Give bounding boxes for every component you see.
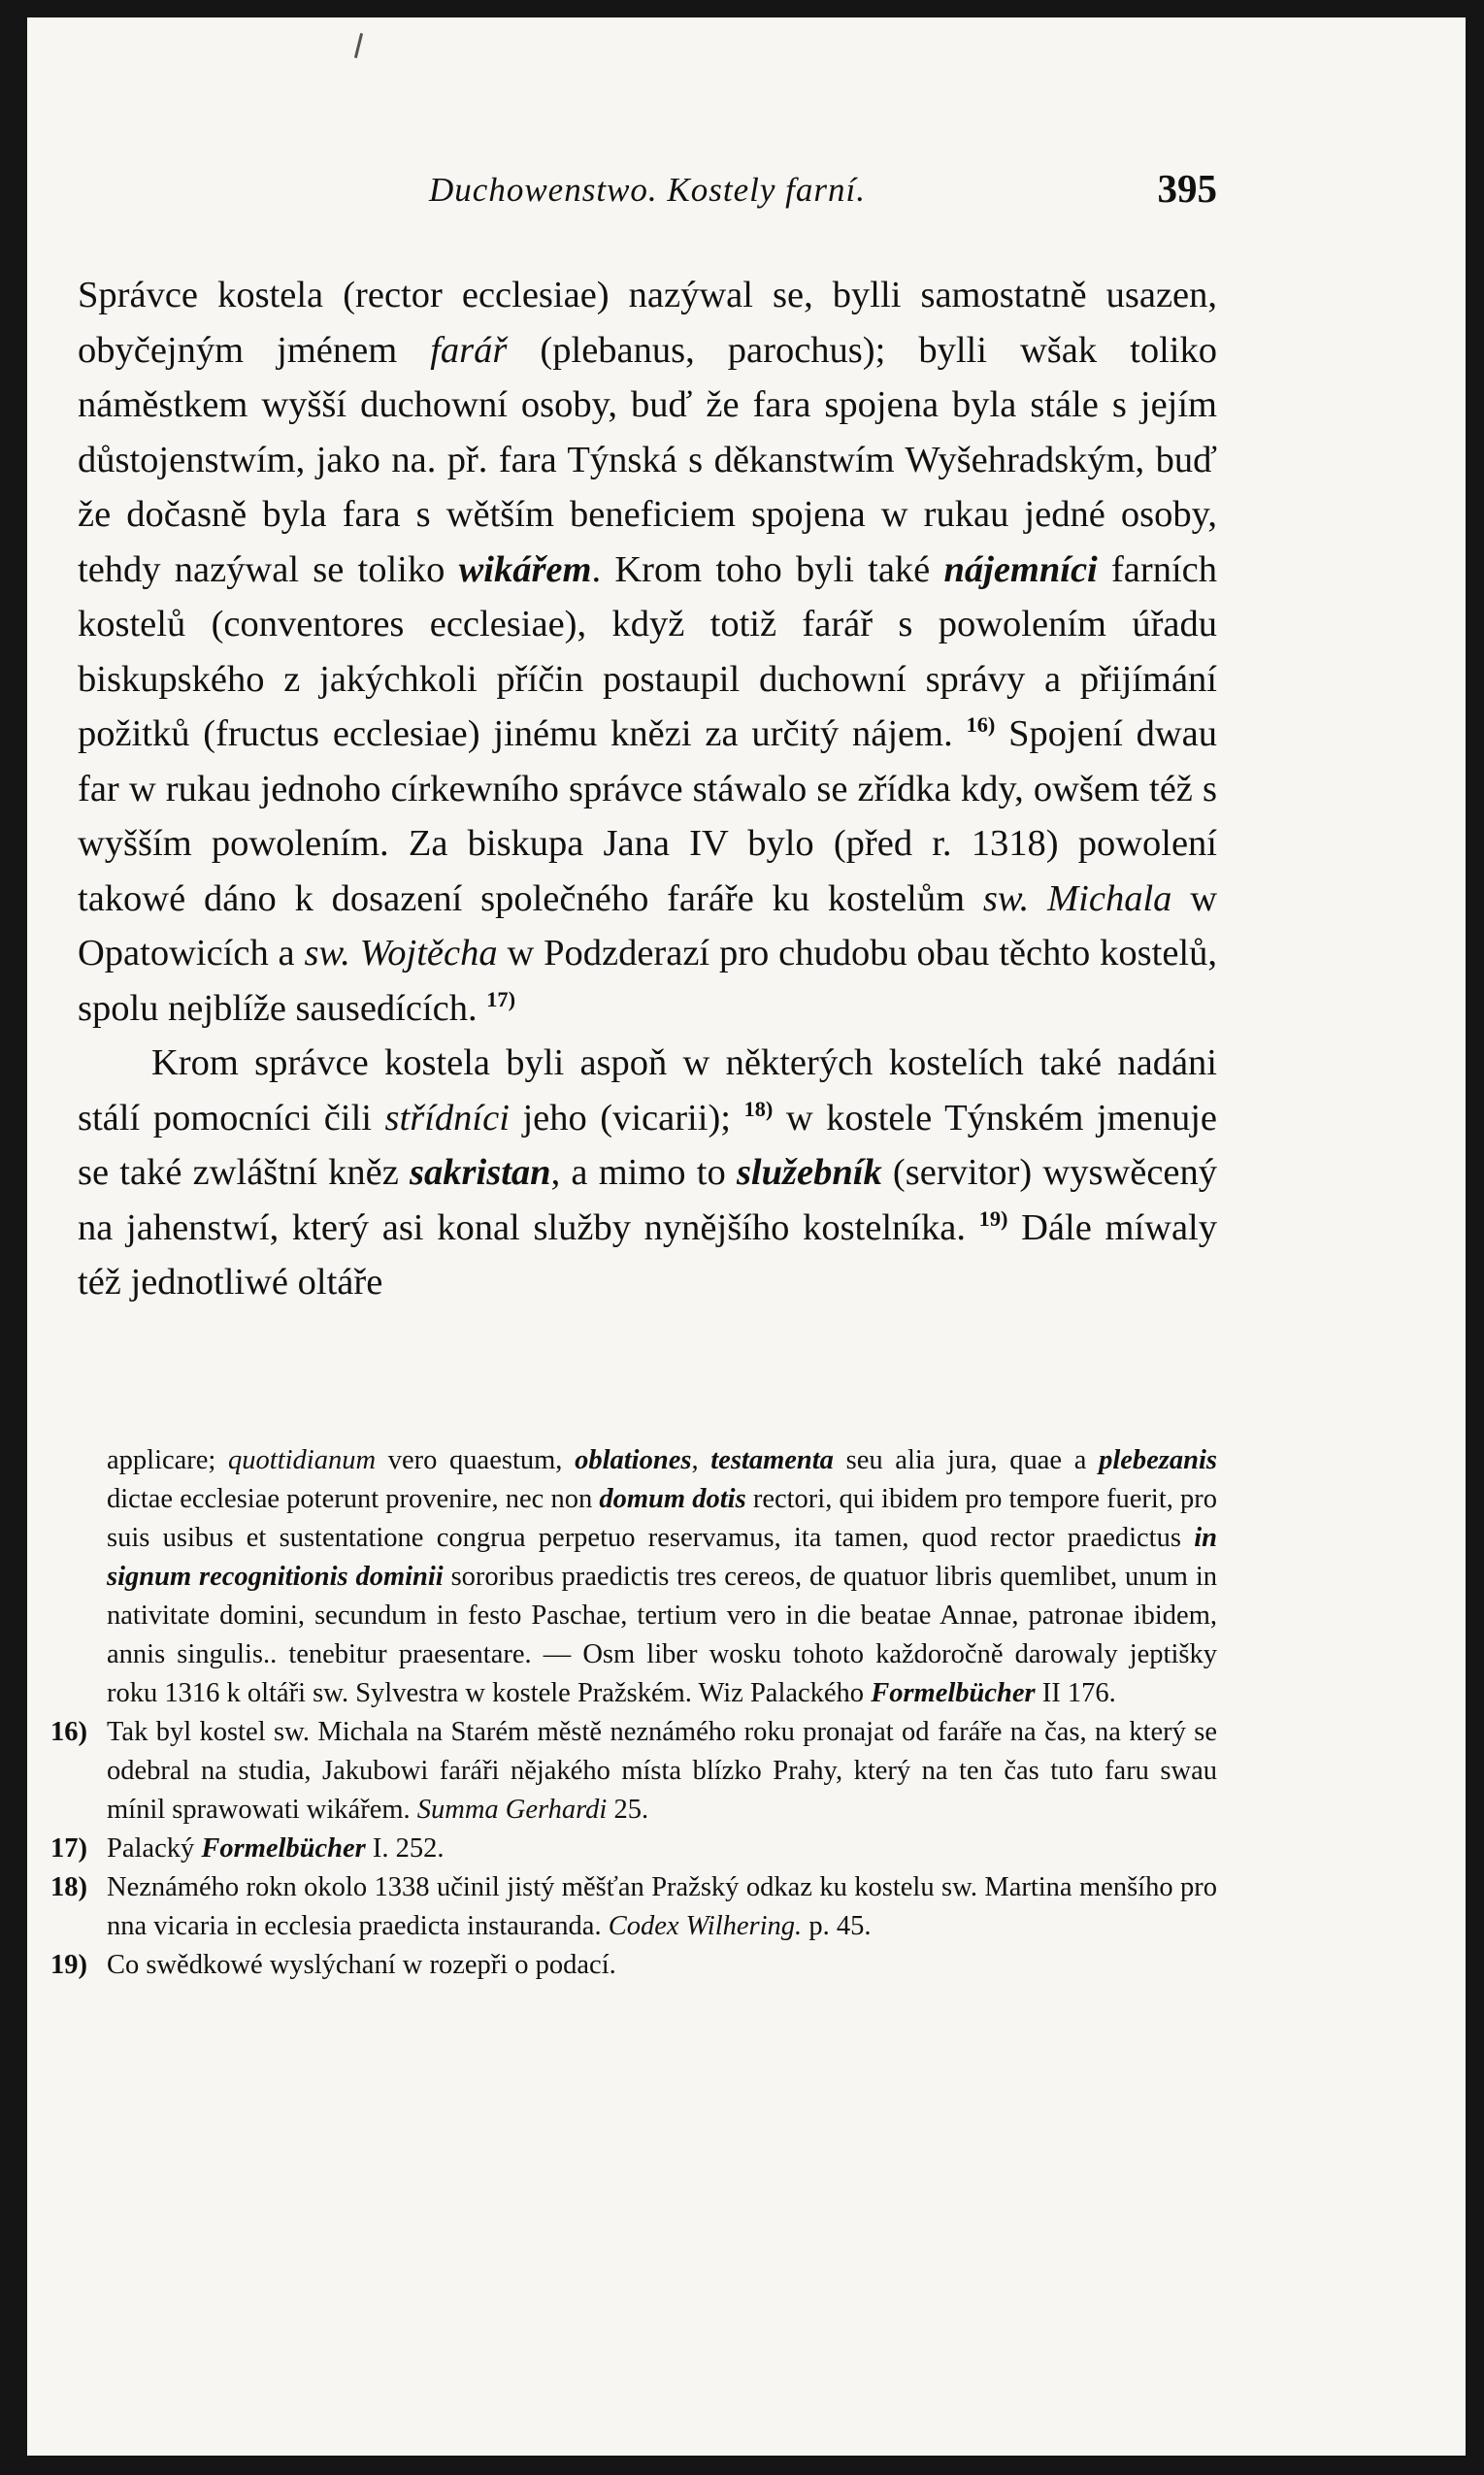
text-run: dictae ecclesiae poterunt provenire, nec non [107,1484,600,1514]
italic-text: sw. Michala [982,877,1172,919]
text-run: farních kostelů (conventores ecclesiae), když totiž farář s powolením úřadu biskupského z jakýchkoli příčin postaupil duchowní správy a přijímání požitků (fructus ecclesiae) jinému knězi za určitý nájem. [78,548,1217,754]
emphasis-text: sakristan [410,1152,551,1193]
footnote-17 [50,1830,1217,1868]
footnote-number: 17) [50,1833,87,1864]
italic-text: střídníci [384,1097,510,1138]
emphasis-text: nájemníci [943,548,1098,590]
text-run: Neznámého rokn okolo 1338 učinil jistý měšťan Pražský odkaz ku kostelu sw. Martina menšího pro nna vicaria in ecclesia praedicta instauranda. [107,1872,1217,1941]
footnote-reference: 18) [743,1096,774,1121]
footnote-19 [50,1946,1217,1985]
text-run: . Krom toho byli také [591,548,944,590]
text-run: , a mimo to [550,1152,737,1193]
emphasis-text: testamenta [710,1445,834,1475]
italic-text: farář [430,329,508,371]
text-run: vero quaestum, [376,1445,576,1475]
page-header [78,165,1217,223]
footnote-reference: 17) [486,986,516,1011]
emphasis-text: oblationes [575,1445,692,1475]
text-run: jeho (vicarii); [509,1097,744,1138]
text-run: II 176. [1035,1678,1116,1708]
footnote-number: 18) [50,1872,87,1902]
text-run: w Opatowicích a [78,877,1218,974]
text-run: (servitor) wyswěcený na jahenstwí, který asi konal služby nynějšího kostelníka. [78,1152,1218,1248]
text-run: w kostele Týnském jmenuje se také zwláštní kněz [78,1097,1217,1193]
text-run: Krom správce kostela byli aspoň w některých kostelích také nadáni stálí pomocníci čili [78,1042,1217,1138]
text-run: I. 252. [365,1833,445,1864]
footnote-continuation [107,1441,1217,1713]
text-run: rectori, qui ibidem pro tempore fuerit, pro suis usibus et sustentatione congrua perpetuo reservamus, ita tamen, quod rector praedictus [107,1484,1218,1553]
footnote-reference: 19) [978,1205,1008,1231]
italic-text: sw. Wojtěcha [304,933,498,974]
text-run: applicare; [107,1445,229,1475]
text-run: Dále míwaly též jednotliwé oltáře [78,1206,1217,1303]
text-run: sororibus praedictis tres cereos, de quatuor libris quemlibet, unum in nativitate domini, secundum in festo Paschae, tertium vero in die beatae Annae, patronae ibidem, annis singulis.. tenebitur praesentare. — Osm liber wosku tohoto každoročně darowaly jeptišky roku 1316 k oltáři sw. Sylvestra w kostele Pražském. Wiz Palackého [107,1562,1217,1708]
emphasis-text: služebník [736,1152,882,1193]
emphasis-text: Formelbücher [871,1678,1036,1708]
text-run: Palacký [107,1833,202,1864]
emphasis-text: in signum recognitionis dominii [107,1523,1217,1592]
text-run: seu alia jura, quae a [833,1445,1100,1475]
text-run: (plebanus, parochus); bylli wšak toliko náměstkem wyšší duchowní osoby, buď že fara spojena byla stále s jejím důstojenstwím, jako na. př. fara Týnská s děkanstwím Wyšehradským, buď že dočasně byla fara s wětším beneficiem spojena w rukau jedné osoby, tehdy nazýwal se toliko [78,329,1217,590]
text-run: p. 45. [802,1911,872,1941]
text-run: w Podzderazí pro chudobu obau těchto kostelů, spolu nejblíže sausedících. [78,933,1217,1029]
page-number: 395 [1157,166,1217,211]
text-run: Tak byl kostel sw. Michala na Starém městě neznámého roku pronajat od faráře na čas, na který se odebral na studia, Jakubowi faráři nějakého místa blízko Prahy, který na ten čas tuto faru swau mínil sprawowati wikářem. [107,1717,1217,1825]
italic-text: Summa Gerhardi [416,1795,608,1825]
footnote-number: 16) [50,1717,87,1747]
text-run: 25. [607,1795,649,1825]
text-run: , [691,1445,711,1475]
paragraph-2 [78,1036,1217,1310]
pencil-mark [354,33,363,58]
book-page [27,17,1466,2456]
emphasis-text: plebezanis [1099,1445,1217,1475]
footnote-18 [50,1868,1217,1946]
italic-text: Codex Wilhering. [608,1911,803,1941]
footnote-16 [50,1713,1217,1830]
italic-text: quottidianum [228,1445,377,1475]
main-text [78,268,1217,1310]
paragraph-1 [78,268,1217,1036]
emphasis-text: wikářem [458,548,592,590]
text-run: Co swědkowé wyslýchaní w rozepři o podací. [107,1950,616,1980]
footnotes [50,1441,1218,1985]
text-run: Správce kostela (rector ecclesiae) nazýwal se, bylli samostatně usazen, obyčejným jménem [78,275,1217,371]
footnote-reference: 16) [966,712,996,738]
emphasis-text: Formelbücher [201,1833,366,1864]
text-run: Spojení dwau far w rukau jednoho církewního správce stáwalo se zřídka kdy, owšem též s wyšším powolením. Za biskupa Jana IV bylo (před r. 1318) powolení takowé dáno k dosazení společného faráře ku kostelům [78,713,1217,919]
running-title: Duchowenstwo. Kostely farní. [429,171,866,209]
emphasis-text: domum dotis [599,1484,746,1514]
footnote-number: 19) [50,1950,87,1980]
